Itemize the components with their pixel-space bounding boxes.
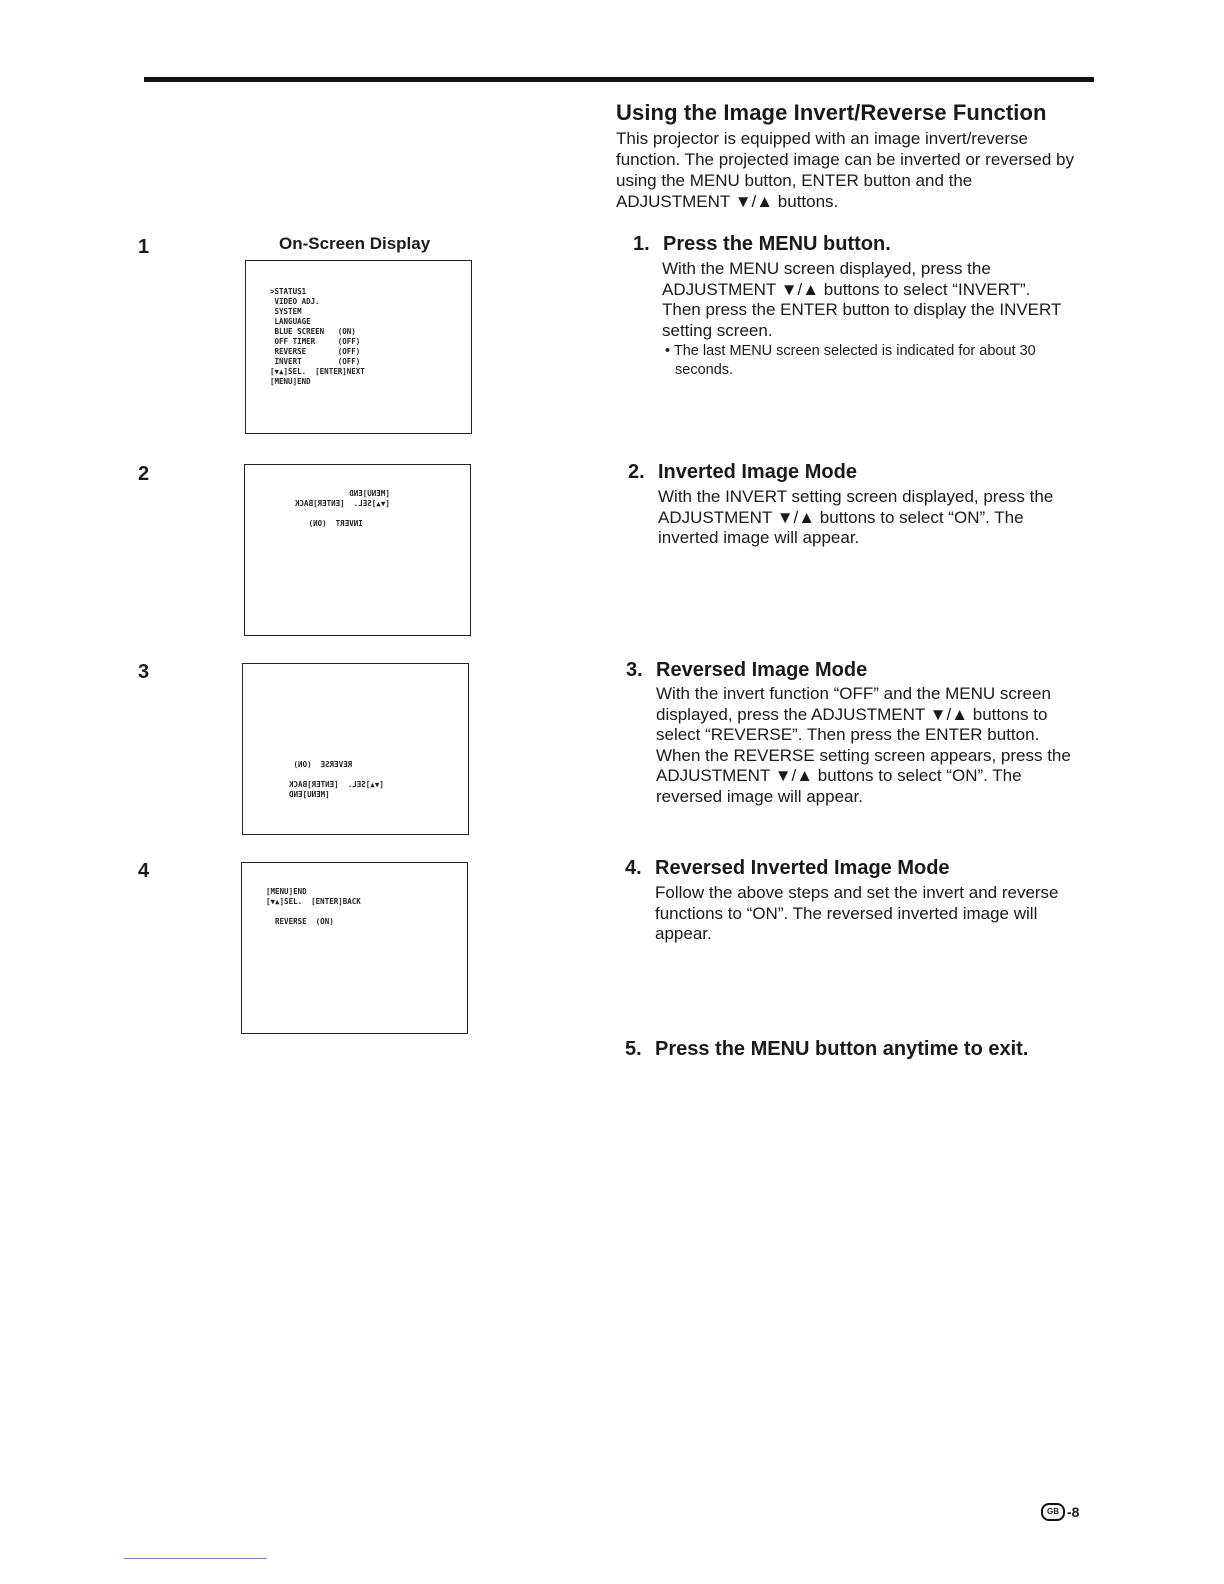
osd-screen-reversed-inverted xyxy=(241,862,468,1034)
step-number-4: 4 xyxy=(138,860,150,882)
step-1-number: 1. xyxy=(633,233,650,255)
gb-badge: GB xyxy=(1041,1503,1065,1521)
bottom-link-line xyxy=(124,1558,267,1559)
step-4-number: 4. xyxy=(625,857,642,879)
osd-menu-text: >STATUS1 VIDEO ADJ. SYSTEM LANGUAGE BLUE SCREEN (ON) OFF TIMER (OFF) REVERSE (OFF) INVERT (OFF) [▼▲]SEL. [ENTER]NEXT [MENU]END xyxy=(270,287,365,386)
step-1-title: Press the MENU button. xyxy=(663,233,891,255)
step-3-title: Reversed Image Mode xyxy=(656,659,868,681)
step-number-3: 3 xyxy=(138,661,150,683)
intro-paragraph: This projector is equipped with an image invert/reverse function. The projected image can be inverted or reversed by using the MENU button, ENTER button and the ADJUSTMENT ▼/▲ buttons. xyxy=(616,129,1075,211)
step-2-number: 2. xyxy=(628,461,645,483)
osd-screen-reversed xyxy=(242,663,469,835)
step-1-note: • The last MENU screen selected is indicated for about 30 seconds. xyxy=(665,343,1036,378)
page-number xyxy=(1041,1503,1079,1521)
step-3-heading xyxy=(626,659,867,682)
page-number-suffix: -8 xyxy=(1067,1504,1080,1520)
step-5-title: Press the MENU button anytime to exit. xyxy=(655,1038,1029,1060)
section-title: Using the Image Invert/Reverse Function xyxy=(616,100,1047,125)
step-3-number: 3. xyxy=(626,659,643,681)
step-4-body: Follow the above steps and set the invert and reverse functions to “ON”. The reversed inverted image will appear. xyxy=(655,883,1059,943)
step-1-body: With the MENU screen displayed, press the ADJUSTMENT ▼/▲ buttons to select “INVERT”. Then press the ENTER button to display the INVERT setting screen. xyxy=(662,259,1062,340)
step-1-heading xyxy=(633,233,891,256)
osd-reversed-text: REVERSE (ON) [▼▲]SEL. [ENTER]BACK [MENU]END xyxy=(289,760,384,799)
step-5-heading xyxy=(625,1038,1028,1061)
step-number-2: 2 xyxy=(138,463,150,485)
step-4-heading xyxy=(625,857,950,880)
step-4-title: Reversed Inverted Image Mode xyxy=(655,857,950,879)
osd-screen-menu xyxy=(245,260,472,434)
step-2-title: Inverted Image Mode xyxy=(658,461,857,483)
step-number-1: 1 xyxy=(138,236,150,258)
step-2-body: With the INVERT setting screen displayed, press the ADJUSTMENT ▼/▲ buttons to select “ON”. The inverted image will appear. xyxy=(658,487,1054,547)
osd-inverted-text: [MENU]END [▼▲]SEL. [ENTER]BACK INVERT (ON) xyxy=(295,489,390,528)
step-5-number: 5. xyxy=(625,1038,642,1060)
osd-screen-inverted xyxy=(244,464,471,636)
step-2-heading xyxy=(628,461,857,484)
osd-reversed-inverted-text: [MENU]END [▼▲]SEL. [ENTER]BACK REVERSE (ON) xyxy=(266,887,361,926)
step-3-body: With the invert function “OFF” and the MENU screen displayed, press the ADJUSTMENT ▼/▲ buttons to select “REVERSE”. Then press the ENTER button. When the REVERSE setting screen appears, press the ADJUSTMENT ▼/▲ buttons to select “ON”. The reversed image will appear. xyxy=(656,684,1071,806)
top-rule xyxy=(144,77,1094,82)
osd-heading: On-Screen Display xyxy=(279,234,431,253)
